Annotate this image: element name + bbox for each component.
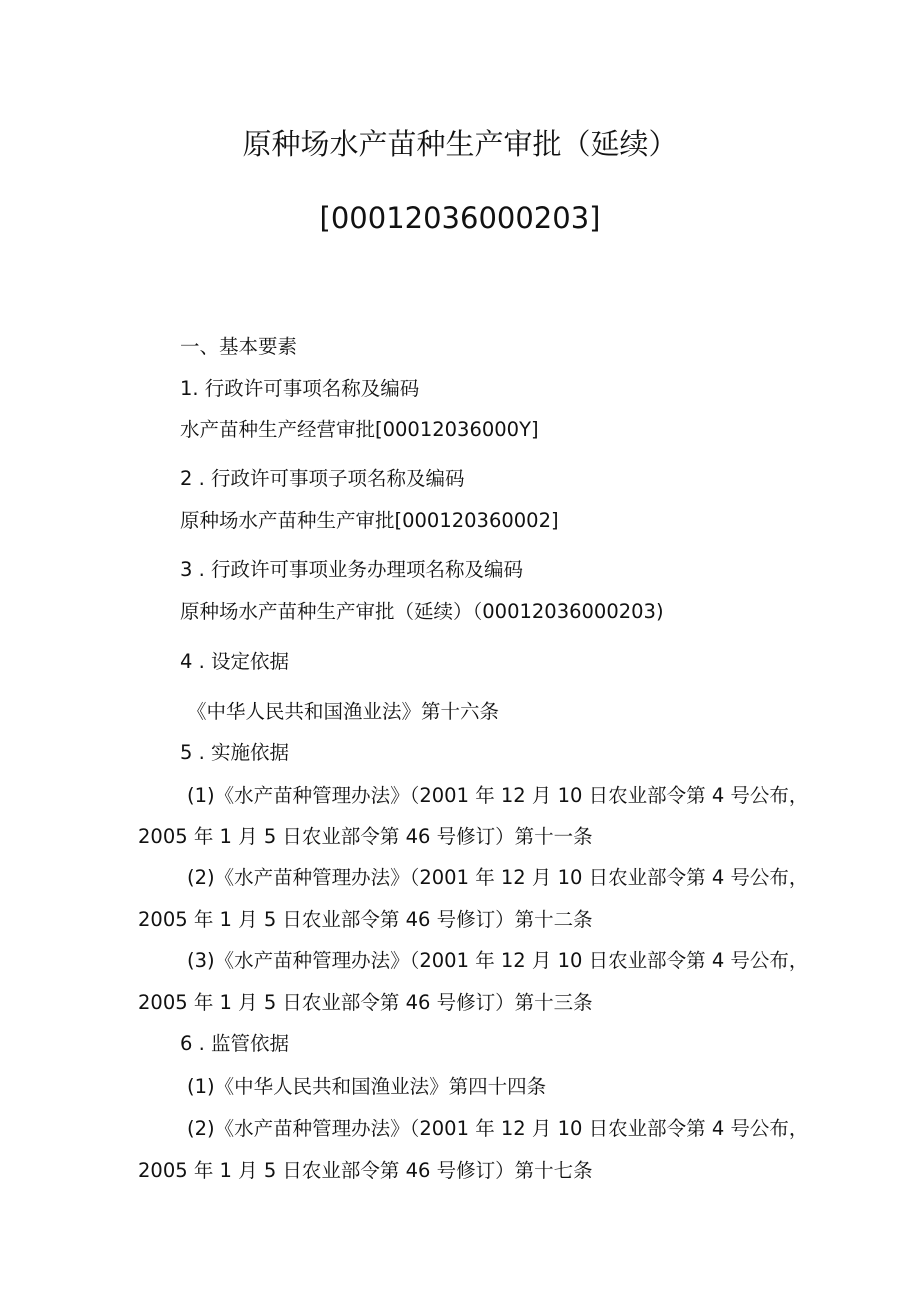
item6-paragraph2-line2: 2005 年 1 月 5 日农业部令第 46 号修订）第十七条: [138, 1159, 593, 1182]
item2-value: 原种场水产苗种生产审批[000120360002]: [180, 509, 559, 532]
item5-paragraph2-line2: 2005 年 1 月 5 日农业部令第 46 号修订）第十二条: [138, 908, 593, 931]
section1-heading: 一、基本要素: [180, 335, 298, 358]
item1-value: 水产苗种生产经营审批[00012036000Y]: [180, 418, 539, 441]
item4-label: 4 . 设定依据: [180, 650, 290, 673]
item6-label: 6 . 监管依据: [180, 1032, 290, 1055]
item5-paragraph2-line1: (2)《水产苗种管理办法》（2001 年 12 月 10 日农业部令第 4 号公布，: [187, 866, 809, 889]
item6-paragraph2-line1: (2)《水产苗种管理办法》（2001 年 12 月 10 日农业部令第 4 号公布，: [187, 1117, 809, 1140]
item5-paragraph1-line2: 2005 年 1 月 5 日农业部令第 46 号修订）第十一条: [138, 825, 593, 848]
item4-value: 《中华人民共和国渔业法》第十六条: [187, 700, 500, 723]
item3-label: 3 . 行政许可事项业务办理项名称及编码: [180, 558, 524, 581]
document-title-line2: [00012036000203]: [319, 201, 601, 235]
item5-paragraph3-line2: 2005 年 1 月 5 日农业部令第 46 号修订）第十三条: [138, 991, 593, 1014]
item6-paragraph1: (1)《中华人民共和国渔业法》第四十四条: [187, 1075, 547, 1098]
item3-value: 原种场水产苗种生产审批（延续）（00012036000203): [180, 600, 664, 623]
item5-paragraph3-line1: (3)《水产苗种管理办法》（2001 年 12 月 10 日农业部令第 4 号公布，: [187, 949, 809, 972]
document-title-line1: 原种场水产苗种生产审批（延续）: [242, 127, 678, 161]
item5-label: 5 . 实施依据: [180, 741, 290, 764]
item5-paragraph1-line1: (1)《水产苗种管理办法》（2001 年 12 月 10 日农业部令第 4 号公布，: [187, 784, 809, 807]
item2-label: 2 . 行政许可事项子项名称及编码: [180, 467, 465, 490]
item1-label: 1. 行政许可事项名称及编码: [180, 377, 420, 400]
